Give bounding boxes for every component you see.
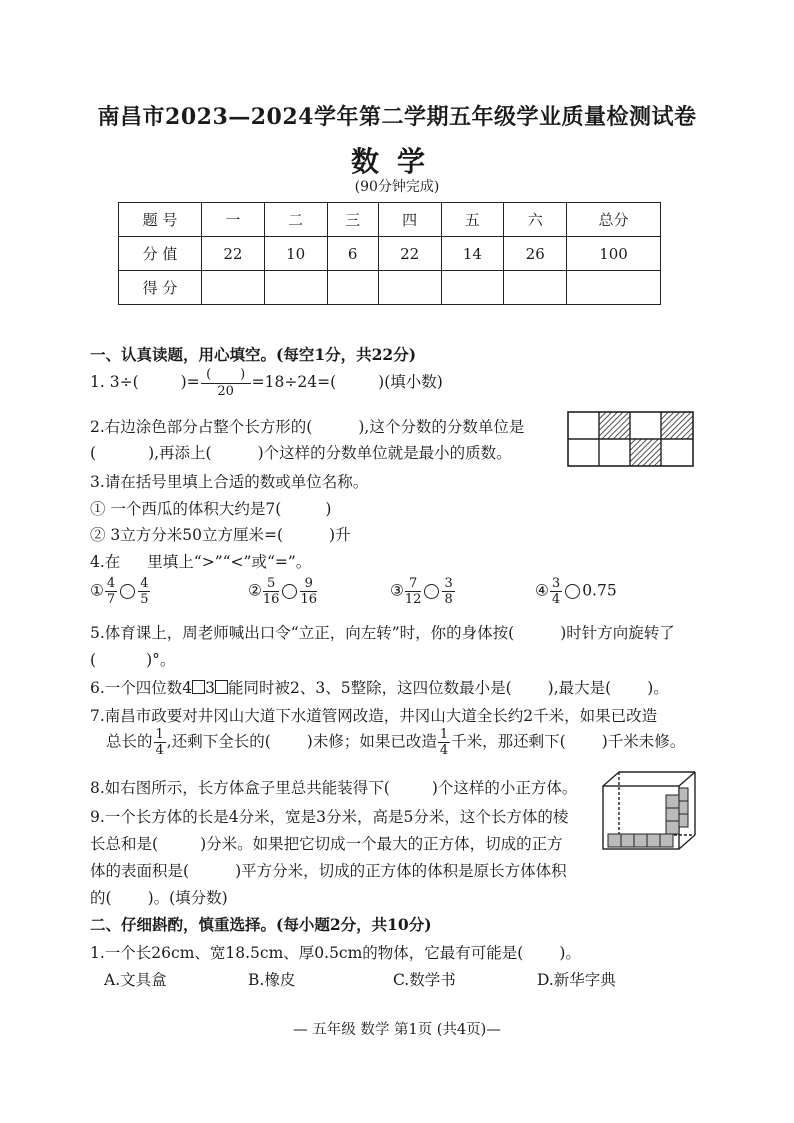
q9-text: 长总和是( [90, 835, 159, 853]
question-6 [90, 676, 669, 698]
q4-frac [405, 577, 422, 606]
score-table-col: 三 [327, 203, 378, 237]
q4-den: 8 [444, 592, 453, 607]
q9-text: 的( [90, 889, 112, 907]
q4-frac [442, 577, 454, 606]
question-3-a [90, 497, 331, 519]
section-1-heading: 一、认真读题，用心填空。(每空1分，共22分) [90, 345, 417, 364]
q4-frac [300, 577, 317, 606]
q1-fraction: $\frac{( )}{20}$ [201, 368, 251, 398]
question-7-line-1: 7.南昌市政要对井冈山大道下水道管网改造，井冈山大道全长约2千米，如果已改造 [90, 707, 658, 725]
q4-den: 16 [300, 592, 317, 607]
section-2-question-1 [90, 941, 581, 963]
q4-mark: ④ [535, 581, 549, 600]
q3-b-text: ② 3立方分米50立方厘米=( [90, 526, 284, 544]
question-9-line-2 [90, 832, 563, 854]
compare-circle[interactable] [120, 584, 135, 599]
question-5-line-2 [90, 648, 175, 670]
score-table-cell: 26 [504, 237, 567, 271]
score-table-label: 题 号 [119, 203, 202, 237]
score-table-cell: 22 [202, 237, 265, 271]
q2-text: )个这样的分数单位就是最小的质数。 [257, 444, 512, 462]
s2q1-stem: 1.一个长26cm、宽18.5cm、厚0.5cm的物体，它最有可能是( [90, 944, 524, 962]
q5-text: 5.体育课上，周老师喊出口令“立正，向左转”时，你的身体按( [90, 624, 515, 642]
q7-num: 1 [155, 727, 164, 742]
q9-text: )。(填分数) [147, 889, 228, 907]
question-2-line-2 [90, 441, 512, 463]
q1-fraction-den: 20 [217, 384, 234, 399]
score-table-blank [264, 271, 327, 305]
q4-den: 7 [106, 592, 116, 607]
score-table-row-scored [119, 271, 661, 305]
q4-item-3 [390, 577, 456, 606]
score-table-cell: 6 [327, 237, 378, 271]
q1-text-b: )= [180, 373, 200, 391]
q2-rectangle-figure [567, 411, 695, 467]
q4-stem: 4.在 [90, 553, 121, 571]
q7-text: )未修；如果已改造 [306, 732, 437, 751]
q4-den: 5 [140, 592, 149, 607]
q4-decimal: 0.75 [582, 581, 617, 600]
q4-den: 12 [404, 592, 422, 607]
question-3-stem: 3.请在括号里填上合适的数或单位名称。 [90, 473, 369, 491]
exam-title: 南昌市2023—2024学年第二学期五年级学业质量检测试卷 [97, 104, 697, 130]
q7-den: 4 [439, 743, 449, 758]
q4-mark: ③ [390, 581, 404, 600]
q8-box-figure [599, 768, 699, 852]
question-9-line-4 [90, 886, 228, 908]
score-table-blank [567, 271, 661, 305]
q2-text: ( [90, 444, 97, 462]
s2q1-stem-end: )。 [559, 944, 581, 962]
q9-text: 体的表面积是( [90, 862, 190, 880]
q1-text-d: )(填小数) [378, 373, 443, 391]
q9-text: )分米。如果把它切成一个最大的正方体，切成的正方 [200, 835, 563, 853]
score-table-row-header [119, 203, 661, 237]
score-table-col: 四 [378, 203, 441, 237]
score-table-cell: 14 [441, 237, 504, 271]
q4-mark: ① [90, 581, 104, 600]
page-footer: — 五年级 数学 第1页 (共4页)— [293, 1022, 501, 1038]
exam-duration: (90分钟完成) [354, 179, 440, 195]
q6-text: 6.一个四位数4 [90, 679, 193, 697]
compare-circle[interactable] [565, 584, 580, 599]
score-table-col: 二 [264, 203, 327, 237]
score-table-label: 分 值 [119, 237, 202, 271]
q4-num: 4 [106, 576, 116, 591]
score-table-blank [441, 271, 504, 305]
q7-frac [154, 728, 166, 757]
score-table-blank [378, 271, 441, 305]
score-table-blank [327, 271, 378, 305]
question-5-line-1 [90, 621, 675, 643]
q7-num: 1 [439, 727, 449, 742]
q2-text: ),这个分数的分数单位是 [358, 418, 525, 436]
q6-text: )。 [647, 679, 669, 697]
q6-text: 3 [205, 679, 216, 697]
question-9-line-1: 9.一个长方体的长是4分米，宽是3分米，高是5分米，这个长方体的棱 [90, 808, 569, 826]
question-9-line-3 [90, 859, 567, 881]
q2-text: ),再添上( [148, 444, 212, 462]
q3-b-end: )升 [329, 526, 351, 544]
q4-num: 9 [300, 577, 317, 592]
q6-text: 能同时被2、3、5整除，这四位数最小是( [228, 679, 512, 697]
q5-text: )时针方向旋转了 [560, 624, 675, 642]
score-table-label: 得 分 [119, 271, 202, 305]
option-c[interactable]: C.数学书 [393, 971, 456, 989]
blank-square[interactable] [215, 680, 228, 694]
question-2-line-1 [90, 415, 524, 437]
q7-frac [438, 728, 450, 757]
q4-frac [550, 577, 562, 606]
q4-den: 16 [262, 592, 280, 607]
q5-text: )°。 [146, 651, 176, 669]
q5-text: ( [90, 651, 97, 669]
score-table [118, 202, 661, 305]
q4-item-4 [535, 577, 617, 606]
score-table-blank [504, 271, 567, 305]
q4-frac [138, 577, 150, 606]
q4-num: 3 [551, 576, 561, 591]
score-table-cell: 22 [378, 237, 441, 271]
q4-stem: 里填上“>”“<”或“=”。 [147, 553, 312, 571]
section-2-heading: 二、仔细斟酌，慎重选择。(每小题2分，共10分) [90, 915, 432, 934]
question-3-b [90, 523, 351, 545]
q4-item-2 [248, 577, 318, 606]
q6-text: ),最大是( [547, 679, 612, 697]
score-table-blank [202, 271, 265, 305]
q3-a-end: ) [325, 500, 332, 518]
q4-frac [263, 577, 280, 606]
question-7-line-2 [106, 728, 685, 757]
exam-subject: 数学 [350, 145, 443, 178]
q7-text: 总长的 [106, 732, 153, 751]
q4-num: 7 [405, 577, 422, 592]
q7-den: 4 [155, 743, 164, 758]
blank-square[interactable] [192, 680, 205, 694]
q8-text: )个这样的小正方体。 [431, 779, 578, 797]
q1-text-a: 1. 3÷( [90, 373, 139, 391]
q4-num: 5 [263, 577, 280, 592]
option-b[interactable]: B.橡皮 [248, 971, 296, 989]
q4-mark: ② [248, 581, 262, 600]
option-a[interactable]: A.文具盒 [104, 971, 167, 989]
q7-text: 千米，那还剩下( [451, 732, 566, 751]
q7-text: ,还剩下全长的( [166, 732, 271, 751]
q4-num: 4 [140, 576, 149, 591]
q1-text-c: =18÷24=( [251, 373, 337, 391]
question-1 [90, 368, 443, 398]
question-8 [90, 776, 577, 798]
score-table-col: 六 [504, 203, 567, 237]
q7-text: )千米未修。 [601, 732, 686, 751]
q8-text: 8.如右图所示，长方体盒子里总共能装得下( [90, 779, 390, 797]
score-table-cell: 100 [567, 237, 661, 271]
q4-frac [105, 577, 117, 606]
compare-circle[interactable] [424, 584, 439, 599]
score-table-col: 总分 [567, 203, 661, 237]
q3-a-text: ① 一个西瓜的体积大约是7( [90, 500, 282, 518]
score-table-col: 五 [441, 203, 504, 237]
q2-text: 2.右边涂色部分占整个长方形的( [90, 418, 313, 436]
score-table-cell: 10 [264, 237, 327, 271]
compare-circle[interactable] [282, 584, 297, 599]
score-table-col: 一 [202, 203, 265, 237]
q4-item-1 [90, 577, 151, 606]
score-table-row-points [119, 237, 661, 271]
option-d[interactable]: D.新华字典 [537, 971, 616, 989]
q9-text: )平方分米，切成的正方体的体积是原长方体体积 [235, 862, 567, 880]
q4-den: 4 [551, 592, 561, 607]
q4-num: 3 [444, 576, 453, 591]
question-4-stem [90, 550, 311, 572]
